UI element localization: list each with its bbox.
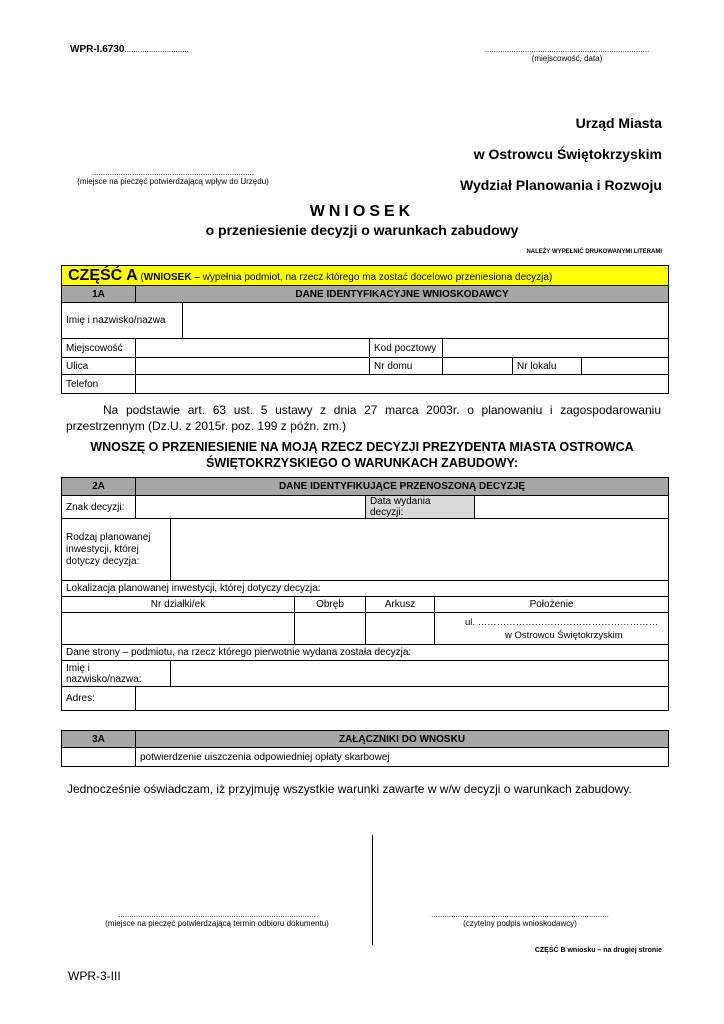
location-label: Lokalizacja planowanej inwestycji, której dotyczy decyzja: (62, 581, 669, 597)
applicant-signature-field[interactable] (412, 910, 628, 928)
legal-basis-text: Na podstawie art. 63 ust. 5 ustawy z dnia 27 marca 2003r. o planowaniu i zagospodarowaniu przestrzennym (Dz.U. z 2015r. poz. 199 z późn. zm.) (66, 403, 661, 433)
precinct-field[interactable] (295, 613, 366, 645)
attachments-table (61, 730, 669, 767)
decision-table (61, 477, 669, 711)
attachment-1-label: potwierdzenie uiszczenia odpowiedniej opłaty skarbowej (136, 748, 669, 767)
pickup-stamp-field[interactable] (92, 910, 342, 928)
original-party-address-field[interactable] (136, 687, 669, 711)
place-date-dots: .......................................................................... (484, 45, 650, 54)
decision-date-label-1: Data wydania (370, 496, 431, 507)
applicant-name-field[interactable] (183, 303, 669, 339)
addressee-line-2: w Ostrowcu Świętokrzyskim (473, 146, 662, 162)
applicant-house-number-field[interactable] (443, 358, 513, 375)
applicant-name-label: Imię i nazwisko/nazwa (62, 303, 183, 339)
form-title: WNIOSEK (309, 203, 415, 220)
investment-type-field[interactable] (171, 519, 669, 581)
investment-type-label-2: inwestycji, której (66, 543, 139, 555)
decision-sign-field[interactable] (136, 496, 366, 519)
decision-date-label-2: decyzji: (370, 507, 404, 518)
section-2a-number: 2A (62, 478, 136, 496)
request-statement (0, 439, 724, 471)
applicant-flat-number-label: Nr lokalu (513, 358, 582, 375)
request-line-1: WNOSZĘ O PRZENIESIENIE NA MOJĄ RZECZ DECYZJI PREZYDENTA MIASTA OSTROWCA (90, 440, 634, 454)
part-a-header (62, 266, 669, 286)
decision-date-label (366, 496, 475, 519)
applicant-table (61, 265, 669, 394)
sheet-field[interactable] (366, 613, 435, 645)
original-party-name-field[interactable] (171, 661, 669, 687)
section-1a-title: DANE IDENTYFIKACYJNE WNIOSKODAWCY (136, 286, 669, 303)
part-a-label: CZĘŚĆ A (68, 266, 138, 284)
case-number-label: WPR-I.6730 (70, 44, 125, 55)
position-header: Położenie (435, 597, 669, 613)
receipt-stamp-dots: ......................................................................... (91, 168, 255, 177)
original-party-address-label: Adres: (62, 687, 136, 711)
investment-type-label-3: dotyczy decyzja: (66, 555, 140, 567)
applicant-postcode-field[interactable] (443, 339, 669, 358)
pickup-stamp-dots: ......................................................................................... (118, 910, 316, 919)
part-a-paren: ( (140, 271, 144, 283)
decision-sign-label: Znak decyzji: (62, 496, 136, 519)
addressee-line-3: Wydział Planowania i Rozwoju (460, 177, 662, 193)
applicant-house-number-label: Nr domu (370, 358, 443, 375)
signature-divider (372, 835, 373, 945)
section-3a-number: 3A (62, 731, 136, 748)
applicant-phone-field[interactable] (136, 375, 669, 394)
applicant-flat-number-field[interactable] (582, 358, 669, 375)
part-a-description: wypełnia podmiot, na rzecz którego ma zostać docelowo przeniesiona decyzja) (199, 271, 553, 283)
section-1a-number: 1A (62, 286, 136, 303)
part-b-note: CZĘŚĆ B wniosku – na drugiej stronie (534, 947, 662, 954)
applicant-signature-caption: (czytelny podpis wnioskodawcy) (463, 919, 577, 928)
plot-number-field[interactable] (62, 613, 295, 645)
receipt-stamp-caption: (miejsce na pieczęć potwierdzającą wpływ do Urzędu) (77, 177, 269, 186)
place-date-caption: (miejscowość, data) (531, 54, 603, 63)
original-party-label: Dane strony – podmiotu, na rzecz którego pierwotnie wydana została decyzja: (62, 645, 669, 661)
decision-date-field[interactable] (475, 496, 669, 519)
precinct-header: Obręb (295, 597, 366, 613)
addressee-block (460, 108, 662, 201)
fill-instruction-note: NALEŻY WYPEŁNIĆ DRUKOWANYMI LITERAMI (526, 249, 662, 255)
position-street-prefix: ul. ………………………………………………… (465, 616, 659, 628)
applicant-city-label: Miejscowość (62, 339, 136, 358)
place-date-field (472, 45, 662, 63)
position-city: w Ostrowcu Świętokrzyskim (505, 629, 623, 641)
applicant-city-field[interactable] (136, 339, 370, 358)
applicant-street-label: Ulica (62, 358, 136, 375)
section-3a-title: ZAŁĄCZNIKI DO WNOSKU (136, 731, 669, 748)
section-2a-title: DANE IDENTYFIKUJĄCE PRZENOSZONĄ DECYZJĘ (136, 478, 669, 496)
plot-number-header: Nr działki/ek (62, 597, 295, 613)
applicant-street-field[interactable] (136, 358, 370, 375)
investment-type-label (62, 519, 171, 581)
form-subtitle: o przeniesienie decyzji o warunkach zabudowy (205, 222, 519, 238)
applicant-postcode-label: Kod pocztowy (370, 339, 443, 358)
position-field[interactable] (435, 613, 669, 645)
case-number (70, 44, 189, 55)
request-line-2: ŚWIĘTOKRZYSKIEGO O WARUNKACH ZABUDOWY: (205, 456, 519, 470)
original-party-name-label: Imię i nazwisko/nazwa: (62, 661, 171, 687)
form-code: WPR-3-III (68, 969, 121, 983)
declaration-text: Jednocześnie oświadczam, iż przyjmuję wszystkie warunki zawarte w w/w decyzji o warunkach zabudowy. (67, 782, 632, 796)
case-number-dots: ............................. (124, 45, 189, 54)
sheet-header: Arkusz (366, 597, 435, 613)
addressee-line-1: Urząd Miasta (575, 115, 662, 131)
attachment-1-checkbox[interactable] (62, 748, 136, 767)
applicant-signature-dots: ................................................................................ (431, 910, 609, 919)
part-a-wniosek: WNIOSEK – (143, 271, 200, 283)
applicant-phone-label: Telefon (62, 375, 136, 394)
receipt-stamp-field (68, 168, 278, 186)
pickup-stamp-caption: (miejsce na pieczęć potwierdzającą termin odbioru dokumentu) (105, 919, 329, 928)
investment-type-label-1: Rodzaj planowanej (66, 531, 151, 543)
